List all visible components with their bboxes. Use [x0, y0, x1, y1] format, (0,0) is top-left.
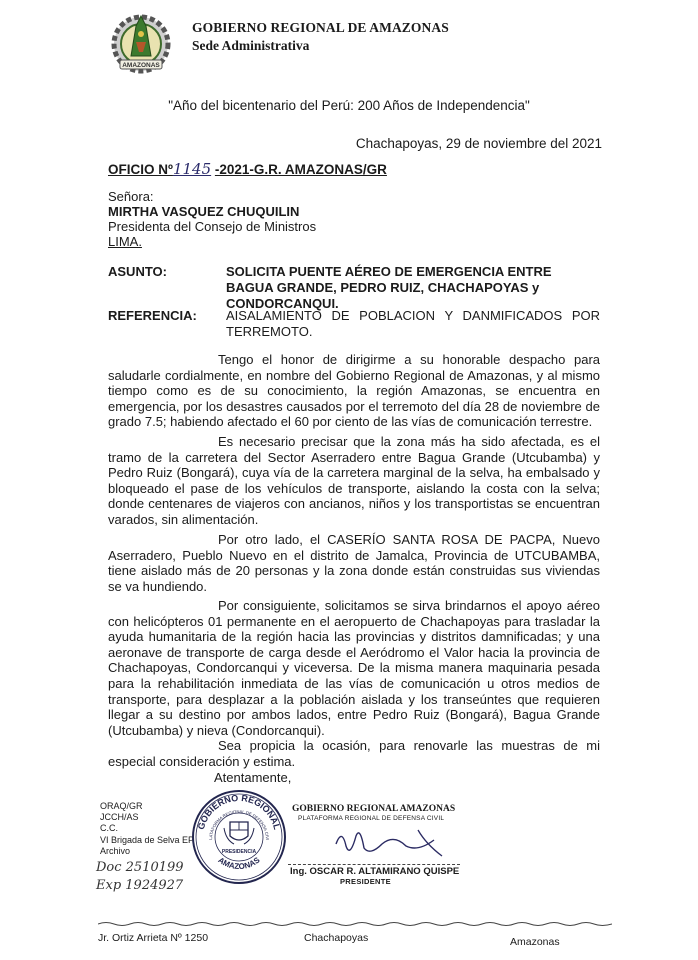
seal-ring-text: GOBIERNO REGIONAL [195, 792, 283, 831]
cc-item: JCCH/AS [100, 812, 139, 823]
handwritten-exp-ref: Exp 1924927 [96, 878, 184, 893]
official-seal [190, 788, 288, 886]
footer-divider [98, 914, 612, 920]
seal-bottom-text: AMAZONAS [216, 855, 262, 872]
organization-subtitle: Sede Administrativa [192, 38, 310, 53]
seal-center-text: PRESIDENCIA [221, 849, 257, 855]
body-paragraph-1: Tengo el honor de dirigirme a su honorable despacho para saludarle cordialmente, en nombre del Gobierno Regional de Amazonas, y al mismo tiempo como es de su conocimiento, la región Amazonas, se encuentra en emergencia, por los desastres causados por el terremoto del día 28 de noviembre de grado 7.5; habiendo afectado el 60 por ciento de las vías de comunicación terrestre. [108, 352, 600, 430]
signatory-name: Ing. OSCAR R. ALTAMIRANO QUISPE [290, 866, 460, 877]
body-paragraph-3: Por otro lado, el CASERÍO SANTA ROSA DE PACPA, Nuevo Aserradero, Pueblo Nuevo en el distrito de Jamalca, Provincia de UTCUBAMBA, tiene aislado más de 20 personas y la zona donde están construidas sus viviendas se va hundiendo. [108, 532, 600, 594]
oficio-prefix: OFICIO Nº [108, 162, 173, 177]
signature-platform: PLATAFORMA REGIONAL DE DEFENSA CIVIL [298, 815, 445, 822]
logo-text: AMAZONAS [122, 62, 160, 69]
referencia-text: AISALAMIENTO DE POBLACION Y DANMIFICADOS POR TERREMOTO. [226, 308, 600, 339]
peru-coat-of-arms-icon [224, 822, 254, 844]
body-paragraph-5: Sea propicia la ocasión, para renovarle las muestras de mi especial consideración y estima. [108, 738, 600, 769]
footer-address: Jr. Ortiz Arrieta Nº 1250 [98, 932, 209, 944]
oficio-handwritten-number: 1145 [172, 160, 212, 178]
signature-org: GOBIERNO REGIONAL AMAZONAS [292, 804, 456, 814]
year-motto: "Año del bicentenario del Perú: 200 Años de Independencia" [168, 98, 530, 113]
addressee-title: Presidenta del Consejo de Ministros [108, 219, 317, 234]
handwritten-signature [330, 822, 460, 862]
oficio-number [108, 160, 387, 178]
cc-item: C.C. [100, 823, 118, 834]
seal-inner-text: LATAFORMA REGIONAL DE DEFENSA CIVI [207, 808, 271, 841]
body-paragraph-4: Por consiguiente, solicitamos se sirva brindarnos el apoyo aéreo con helicópteros 01 permanente en el aeropuerto de Chachapoyas para trasladar la ayuda humanitaria de la región hacia las provincias y distritos damnificadas; y una aeronave de transporte de carga desde el Aeródromo el Valor hacia la provincia de Chachapoyas, Condorcanqui y viceversa. De la misma manera maquinaria pesada para la rehabilitación inmediata de las vías de comunicación u otros medios de transporte, para desplazar a la población aislada y los transeúntes que requieren llegar a su destino por ambos lados, entre Pedro Ruiz (Bongará), Bagua Grande (Utcubamba) y nieva (Condorcanqui). [108, 598, 600, 738]
referencia-label: REFERENCIA: [108, 308, 197, 323]
footer-city: Chachapoyas [304, 932, 369, 944]
place-date: Chachapoyas, 29 de noviembre del 2021 [355, 136, 602, 151]
addressee-city: LIMA. [108, 234, 142, 249]
regional-emblem-icon [108, 8, 174, 78]
handwritten-doc-ref: Doc 2510199 [96, 860, 184, 875]
cc-item: Archivo [100, 845, 131, 856]
cc-item: ORAQ/GR [100, 801, 143, 811]
signatory-title: PRESIDENTE [340, 877, 391, 886]
cc-list [100, 801, 194, 857]
organization-name: GOBIERNO REGIONAL DE AMAZONAS [192, 20, 449, 35]
closing: Atentamente, [214, 770, 292, 785]
oficio-suffix: -2021-G.R. AMAZONAS/GR [214, 162, 387, 177]
addressee-name: MIRTHA VASQUEZ CHUQUILIN [108, 204, 300, 219]
asunto-label: ASUNTO: [108, 264, 167, 279]
body-paragraph-2: Es necesario precisar que la zona más ha sido afectada, es el tramo de la carretera del Sector Aserradero entre Bagua Grande (Utcubamba) y Pedro Ruiz (Bongará), cuya vía de la carretera marginal de la selva, ha embalsado y bloqueado el pase de los vehículos de transporte, aislando la costa con la selva; donde centenares de viajeros con ancianos, niños y los transportistas se encuentran varados, sin alimentación. [108, 434, 600, 527]
salutation: Señora: [108, 189, 154, 204]
asunto-text: SOLICITA PUENTE AÉREO DE EMERGENCIA ENTRE BAGUA GRANDE, PEDRO RUIZ, CHACHAPOYAS y CONDORCANQUI. [226, 264, 552, 311]
cc-item: VI Brigada de Selva EP [100, 834, 195, 845]
footer-region: Amazonas [510, 936, 560, 948]
signature-line [288, 864, 460, 865]
